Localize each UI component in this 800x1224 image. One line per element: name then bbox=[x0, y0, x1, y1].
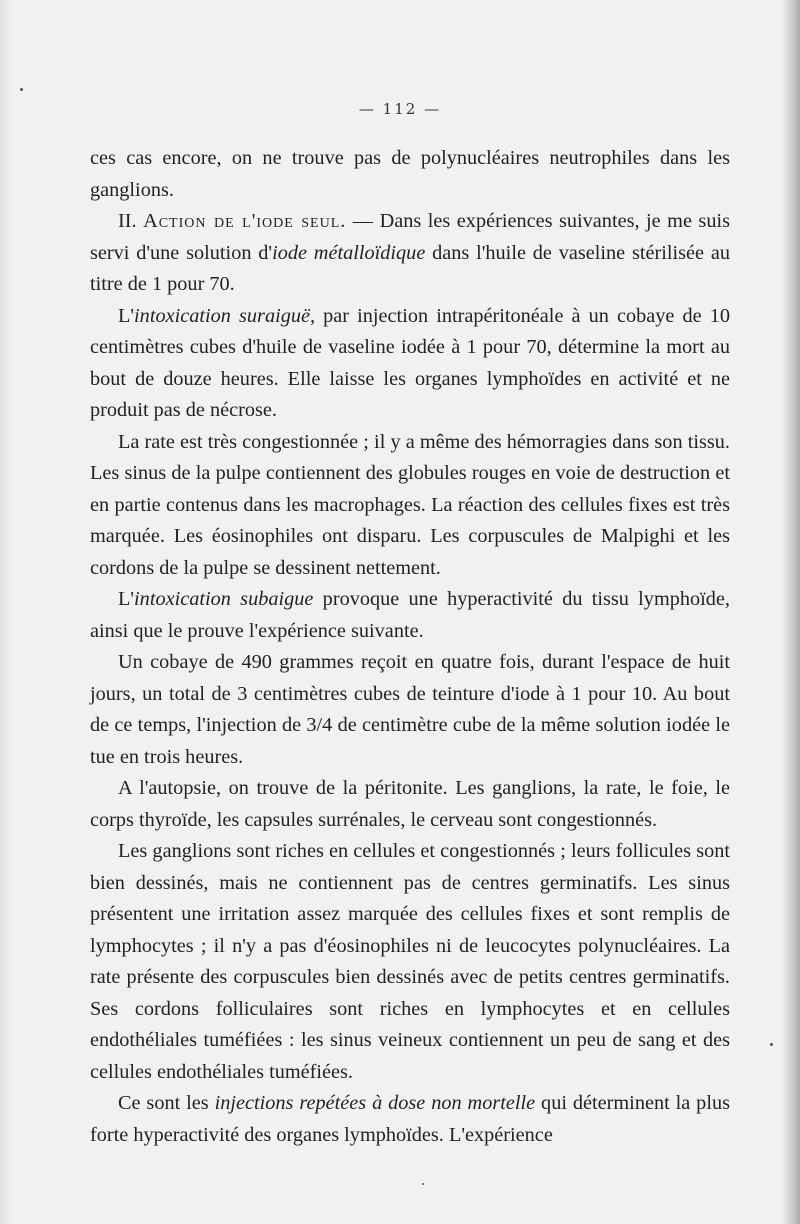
emphasis-text: injections repétées à dose non mortelle bbox=[214, 1092, 536, 1114]
section-heading-paragraph bbox=[90, 206, 730, 301]
body-text bbox=[90, 143, 730, 1151]
paragraph-text: provoque une hyperactivité du tissu lymphoïde, ainsi que le prouve l'expérience suivante. bbox=[90, 588, 730, 642]
paragraph-subaigue bbox=[90, 584, 730, 647]
paragraph-text: ces cas encore, on ne trouve pas de polynucléaires neutrophiles dans les ganglions. bbox=[90, 147, 730, 201]
paper-speck bbox=[770, 1043, 773, 1046]
paragraph-text: par injection intrapéritonéale à un cobaye de 10 centimètres cubes d'huile de vaseline iodée à 1 pour 70, détermine la mort au bout de douze heures. Elle laisse les organes lymphoïdes en activité et ne produit pas de nécrose. bbox=[90, 304, 730, 421]
paragraph-rate bbox=[90, 427, 730, 585]
paragraph-suraigue bbox=[90, 301, 730, 427]
paragraph-text: Les ganglions sont riches en cellules et congestionnés ; leurs follicules sont bien dessinés, mais ne contiennent pas de centres germinatifs. Les sinus présentent une irritation assez marquée des cellules fixes et sont remplis de lymphocytes ; il n'y a pas d'éosinophiles ni de leucocytes polynucléaires. La rate présente des corpuscules bien dessinés avec de petits centres germinatifs. Ses cordons folliculaires sont riches en lymphocytes et en cellules endothéliales tuméfiées : les sinus veineux contiennent un peu de sang et des cellules endothéliales tuméfiées. bbox=[90, 840, 730, 1083]
emphasis-text: intoxication subaigue bbox=[134, 588, 314, 610]
paragraph-text: Un cobaye de 490 grammes reçoit en quatre fois, durant l'espace de huit jours, un total de 3 centimètres cubes de teinture d'iode à 1 pour 10. Au bout de ce temps, l'injection de 3/4 de centimètre cube de la même solution iodée le tue en trois heures. bbox=[90, 651, 730, 768]
paper-speck bbox=[20, 88, 23, 91]
page-number: — 112 — bbox=[358, 100, 442, 118]
paragraph-injections bbox=[90, 1088, 730, 1151]
paragraph-autopsie bbox=[90, 773, 730, 836]
paragraph-text: A l'autopsie, on trouve de la péritonite. Les ganglions, la rate, le foie, le corps thyroïde, les capsules surrénales, le cerveau sont congestionnés. bbox=[90, 777, 730, 831]
paragraph-text: La rate est très congestionnée ; il y a même des hémorragies dans son tissu. Les sinus de la pulpe contiennent des globules rouges en voie de destruction et en partie contenus dans les macrophages. La réaction des cellules fixes est très marquée. Les éosinophiles ont disparu. Les corpuscules de Malpighi et les cordons de la pulpe se dessinent nettement. bbox=[90, 430, 730, 579]
paragraph-cobaye bbox=[90, 647, 730, 773]
paragraph-ganglions bbox=[90, 836, 730, 1088]
section-numeral: II. bbox=[118, 210, 137, 232]
paragraph-text: Dans les expériences suivantes, je me suis servi d'une solution d' bbox=[90, 210, 730, 264]
emphasis-text: iode métalloïdique bbox=[272, 241, 426, 264]
paragraph-lead: Ce sont les bbox=[118, 1092, 215, 1114]
paragraph-text: dans l'huile de vaseline stérilisée au titre de 1 pour 70. bbox=[90, 241, 730, 295]
paragraph-text: qui déterminent la plus forte hyperactivité des organes lymphoïdes. L'expérience bbox=[90, 1092, 730, 1146]
paper-speck bbox=[422, 1183, 424, 1185]
emphasis-text: intoxication suraiguë, bbox=[134, 304, 316, 327]
section-heading: Action de l'iode seul. bbox=[143, 210, 347, 232]
paragraph-lead: L' bbox=[118, 588, 135, 610]
heading-dash: — bbox=[346, 210, 380, 232]
paragraph-continuation bbox=[90, 143, 730, 206]
paragraph-lead: L' bbox=[118, 304, 135, 327]
